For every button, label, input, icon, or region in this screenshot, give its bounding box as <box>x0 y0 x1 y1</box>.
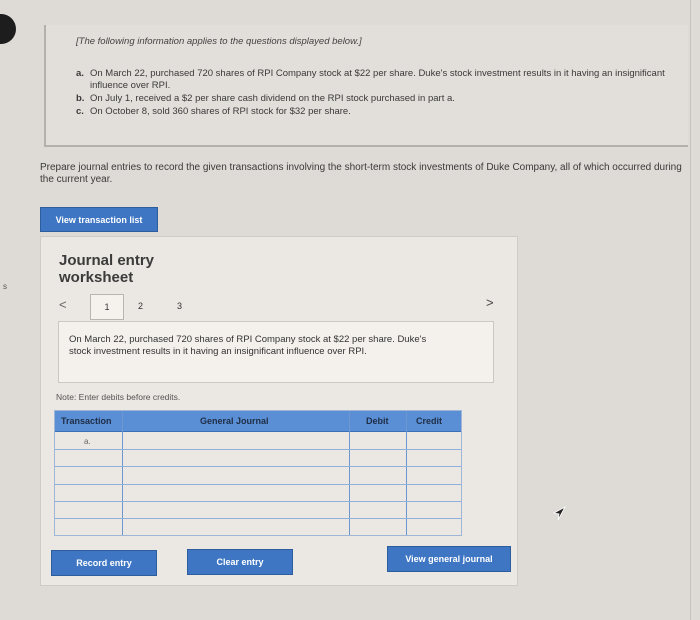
info-list <box>76 68 676 119</box>
header-debit: Debit <box>366 416 389 426</box>
entry-note: Note: Enter debits before credits. <box>56 392 181 402</box>
header-credit: Credit <box>416 416 443 426</box>
column-divider <box>122 411 123 535</box>
info-item-c <box>76 106 676 118</box>
row-divider <box>55 501 461 502</box>
info-text: On October 8, sold 360 shares of RPI stock for $32 per share. <box>90 106 351 117</box>
column-divider <box>406 411 407 535</box>
info-panel <box>44 25 688 147</box>
info-intro: [The following information applies to the questions displayed below.] <box>76 36 362 47</box>
column-divider <box>349 411 350 535</box>
view-general-journal-button[interactable]: View general journal <box>387 546 511 572</box>
journal-table-header <box>55 411 461 432</box>
app-logo-fragment <box>0 14 16 44</box>
journal-entry-worksheet <box>40 236 518 586</box>
row-transaction-label: a. <box>84 437 91 446</box>
edge-label: s <box>3 282 7 291</box>
row-divider <box>55 466 461 467</box>
info-letter: b. <box>76 93 85 104</box>
info-text: On July 1, received a $2 per share cash dividend on the RPI stock purchased in part a. <box>90 93 455 104</box>
header-transaction: Transaction <box>61 416 112 426</box>
view-transaction-list-button[interactable]: View transaction list <box>40 207 158 232</box>
worksheet-title-line1: Journal entry <box>59 252 155 269</box>
info-item-a <box>76 68 676 92</box>
page-tab-3[interactable]: 3 <box>177 301 183 311</box>
info-letter: c. <box>76 106 84 117</box>
header-general-journal: General Journal <box>200 416 269 426</box>
transaction-description-box <box>58 321 494 383</box>
next-page-chevron-icon[interactable]: > <box>486 295 494 310</box>
row-divider <box>55 449 461 450</box>
question-prompt: Prepare journal entries to record the given transactions involving the short-term stock investments of Duke Company, all of which occurred during the current year. <box>40 162 682 185</box>
prev-page-chevron-icon[interactable]: < <box>59 297 67 312</box>
transaction-description: On March 22, purchased 720 shares of RPI Company stock at $22 per share. Duke's stock investment results in it having an insignificant influence over RPI. <box>69 334 427 357</box>
row-divider <box>55 518 461 519</box>
clear-entry-button[interactable]: Clear entry <box>187 549 293 575</box>
row-divider <box>55 484 461 485</box>
info-text: On March 22, purchased 720 shares of RPI Company stock at $22 per share. Duke's stock investment results in it having an insignificant influence over RPI. <box>90 68 665 91</box>
right-divider <box>690 0 691 620</box>
worksheet-title-line2: worksheet <box>59 269 134 286</box>
record-entry-button[interactable]: Record entry <box>51 550 157 576</box>
info-letter: a. <box>76 68 84 79</box>
journal-table <box>54 410 462 536</box>
info-item-b <box>76 93 676 105</box>
mouse-pointer-icon <box>552 505 566 523</box>
page-tab-2[interactable]: 2 <box>138 301 144 311</box>
page-tab-1[interactable]: 1 <box>90 294 124 320</box>
worksheet-title <box>59 252 154 286</box>
